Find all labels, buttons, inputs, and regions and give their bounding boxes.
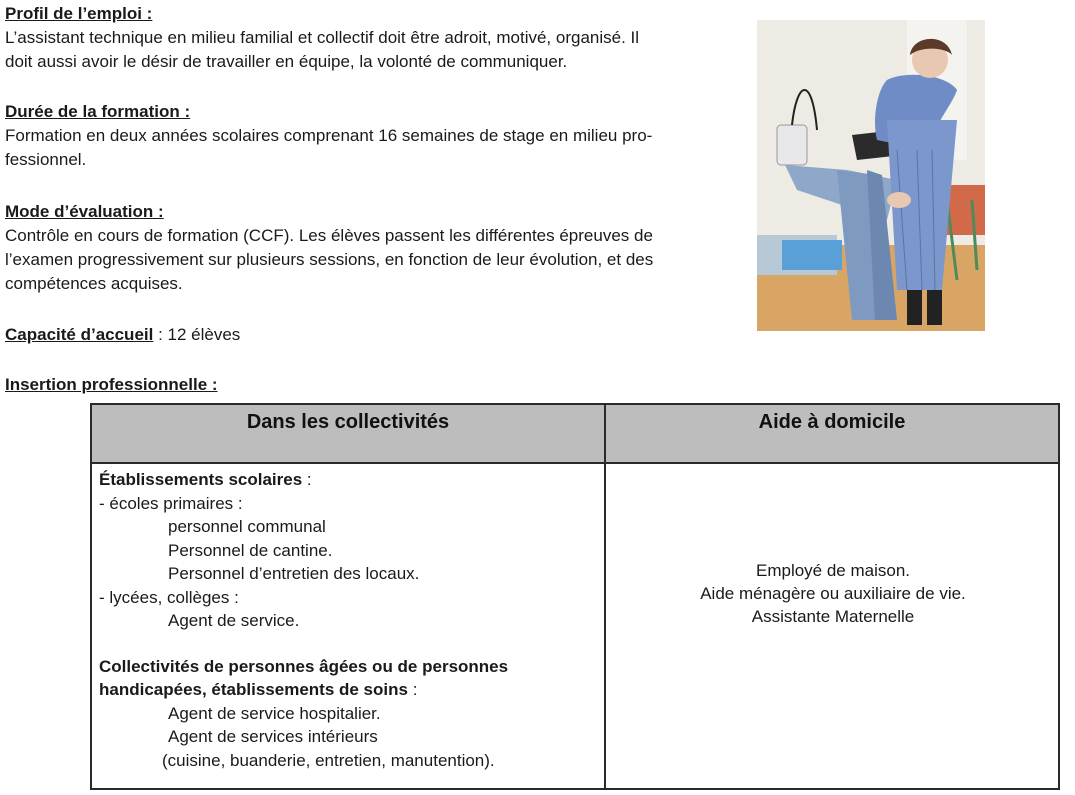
profil-heading: Profil de l’emploi : [5,4,153,23]
group2-item-2: Agent de services intérieurs [168,727,378,746]
mode-line-1: Contrôle en cours de formation (CCF). Les élèves passent les différentes épreuves de [5,226,653,245]
collectivites-cell [99,468,599,772]
capacite-value: : 12 élèves [153,325,241,344]
capacite-heading: Capacité d’accueil [5,325,154,344]
mode-heading: Mode d’évaluation : [5,202,164,221]
primaires-label: - écoles primaires : [99,493,243,513]
group2-item-1: Agent de service hospitalier. [168,703,381,723]
group2-title-1: Collectivités de personnes âgées ou de personnes [99,656,509,676]
duree-line-1: Formation en deux années scolaires comprenant 16 semaines de stage en milieu pro- [5,126,653,145]
header-collectivites: Dans les collectivités [246,411,450,433]
duree-line-2: fessionnel. [5,150,87,169]
aide-item-3: Assistante Maternelle [751,607,915,626]
section-capacite [5,323,745,347]
section-insertion [5,373,745,397]
insertion-table [90,403,1060,790]
profil-line-1: L’assistant technique en milieu familial et collectif doit être adroit, motivé, organisé. Il [5,28,640,47]
primaires-item-3: Personnel d’entretien des locaux. [168,564,420,583]
lycees-item-1: Agent de service. [168,611,300,630]
ironing-illustration [757,20,985,331]
profil-line-2: doit aussi avoir le désir de travailler en équipe, la volonté de communiquer. [5,52,568,71]
primaires-item-2: Personnel de cantine. [168,540,333,560]
aide-domicile-cell [606,559,1060,628]
group2-suffix: : [407,680,418,699]
section-profil [5,2,745,74]
insertion-heading: Insertion professionnelle : [5,375,218,394]
section-duree [5,100,745,172]
section-mode [5,200,745,296]
group1-title: Établissements scolaires [99,470,303,489]
group2-note: (cuisine, buanderie, entretien, manutention). [162,750,495,770]
aide-item-1: Employé de maison. [755,561,911,580]
ironing-photo [757,20,985,331]
group2-title-2: handicapées, établissements de soins [99,680,408,699]
mode-line-3: compétences acquises. [5,274,183,293]
group1-suffix: : [302,470,312,489]
header-aide-domicile: Aide à domicile [758,411,906,433]
lycees-label: - lycées, collèges : [99,587,239,607]
aide-item-2: Aide ménagère ou auxiliaire de vie. [700,584,966,603]
duree-heading: Durée de la formation : [5,102,191,121]
primaires-item-1: personnel communal [168,517,326,536]
mode-line-2: l’examen progressivement sur plusieurs sessions, en fonction de leur évolution, et des [5,250,654,269]
